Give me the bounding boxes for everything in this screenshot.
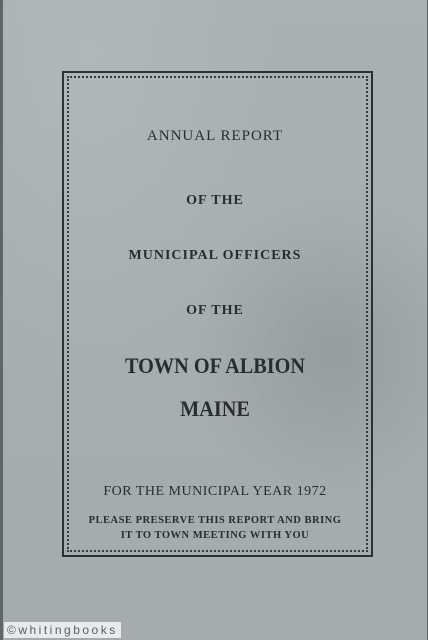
of-the-line-1: OF THE — [186, 193, 244, 208]
report-cover — [3, 0, 427, 640]
preserve-notice-line-1: PLEASE PRESERVE THIS REPORT AND BRING — [88, 515, 342, 526]
of-the-line-2: OF THE — [186, 303, 244, 318]
town-name-title: TOWN OF ALBION — [125, 353, 305, 378]
municipal-officers-line: MUNICIPAL OFFICERS — [128, 248, 302, 263]
state-name-title: MAINE — [180, 396, 250, 421]
annual-report-heading: ANNUAL REPORT — [146, 128, 284, 144]
preserve-notice-line-2: IT TO TOWN MEETING WITH YOU — [120, 530, 310, 541]
watermark-logo: ©whitingbooks — [4, 622, 121, 638]
municipal-year-line: FOR THE MUNICIPAL YEAR 1972 — [103, 484, 327, 499]
